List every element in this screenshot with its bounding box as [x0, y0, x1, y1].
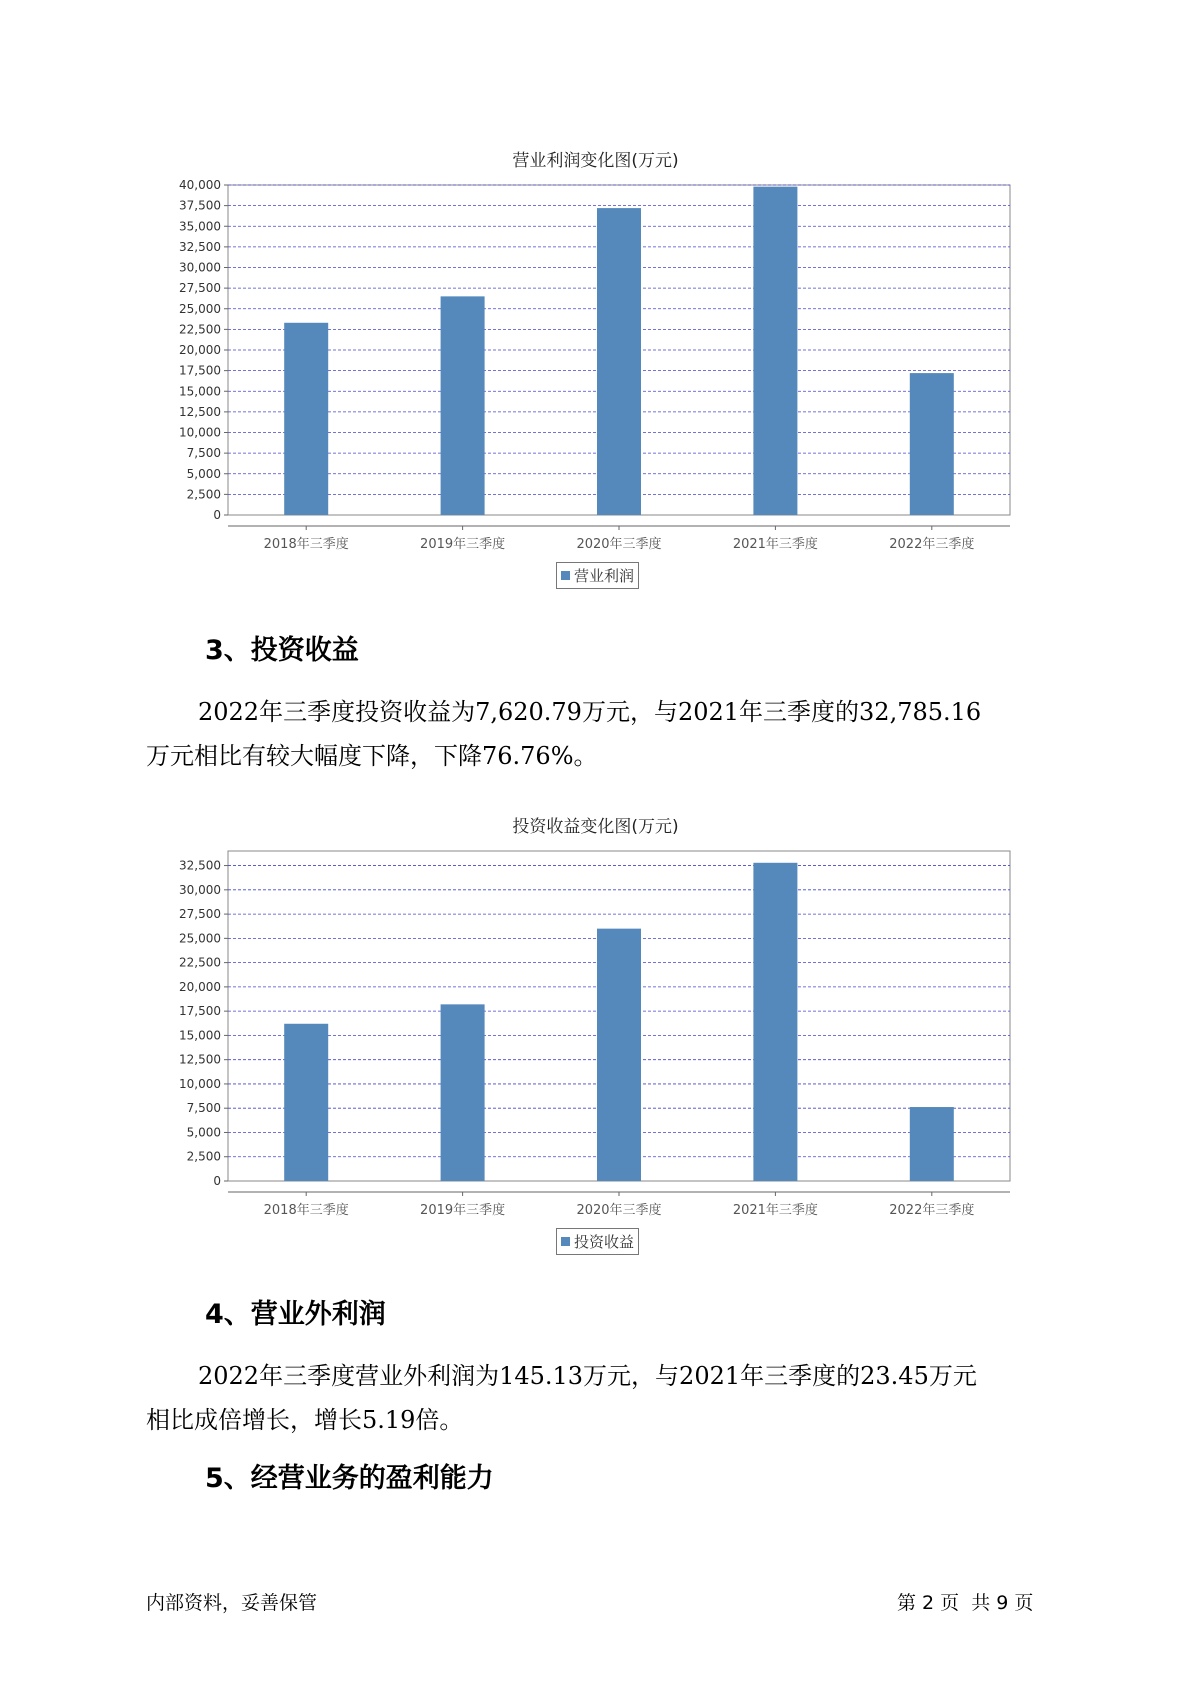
- x-tick-label: 2022年三季度: [889, 1203, 975, 1218]
- section-heading-profitability: 5、经营业务的盈利能力: [205, 1463, 494, 1494]
- section-heading-investment-income: 3、投资收益: [205, 635, 359, 666]
- x-tick-label: 2020年三季度: [576, 1203, 662, 1218]
- bar: [910, 373, 954, 515]
- paragraph-investment-income: [146, 690, 1066, 778]
- chart-plot: [0, 806, 1191, 1266]
- y-tick-label: 7,500: [186, 1101, 221, 1116]
- y-tick-label: 20,000: [179, 979, 221, 994]
- bar: [284, 1024, 328, 1181]
- paragraph-line: 2022年三季度营业外利润为145.13万元，与2021年三季度的23.45万元: [198, 1362, 977, 1390]
- y-tick-label: 27,500: [179, 907, 221, 922]
- x-tick-label: 2021年三季度: [732, 1203, 818, 1218]
- y-tick-label: 0: [213, 1174, 221, 1188]
- legend-swatch: [561, 1237, 570, 1246]
- paragraph-line: 相比成倍增长，增长5.19倍。: [146, 1406, 464, 1434]
- y-tick-label: 2,500: [186, 487, 221, 502]
- bar: [441, 1004, 485, 1181]
- footer-page-number: 第 2 页 共 9 页: [897, 1592, 1034, 1614]
- paragraph-line: 万元相比有较大幅度下降，下降76.76%。: [146, 742, 598, 770]
- footer-left: 内部资料，妥善保管: [146, 1592, 318, 1614]
- legend-swatch: [561, 571, 570, 580]
- investment-income-chart: [0, 806, 1191, 1266]
- x-tick-label: 2021年三季度: [732, 537, 818, 552]
- y-tick-label: 10,000: [179, 425, 221, 440]
- legend-label: 营业利润: [574, 567, 635, 585]
- y-tick-label: 25,000: [179, 931, 221, 946]
- y-tick-label: 5,000: [186, 1125, 221, 1140]
- y-tick-label: 25,000: [179, 301, 221, 316]
- y-tick-label: 22,500: [179, 955, 221, 970]
- bar: [597, 929, 641, 1181]
- x-tick-label: 2019年三季度: [420, 1203, 506, 1218]
- y-tick-label: 30,000: [179, 260, 221, 275]
- operating-profit-chart: [0, 140, 1191, 600]
- x-tick-label: 2018年三季度: [263, 537, 349, 552]
- x-tick-label: 2022年三季度: [889, 537, 975, 552]
- chart-legend: [556, 1228, 639, 1255]
- bar: [597, 208, 641, 515]
- paragraph-non-operating-profit: [146, 1354, 1066, 1442]
- y-tick-label: 40,000: [179, 178, 221, 192]
- x-tick-label: 2018年三季度: [263, 1203, 349, 1218]
- y-tick-label: 12,500: [179, 404, 221, 419]
- paragraph-line: 2022年三季度投资收益为7,620.79万元，与2021年三季度的32,785.16: [198, 698, 982, 726]
- bar: [753, 863, 797, 1181]
- bar: [753, 187, 797, 515]
- y-tick-label: 17,500: [179, 1004, 221, 1019]
- chart-plot: [0, 140, 1191, 600]
- y-tick-label: 17,500: [179, 363, 221, 378]
- section-heading-non-operating-profit: 4、营业外利润: [205, 1299, 386, 1330]
- y-tick-label: 5,000: [186, 466, 221, 481]
- legend-label: 投资收益: [574, 1233, 635, 1251]
- y-tick-label: 22,500: [179, 322, 221, 337]
- bar: [441, 296, 485, 515]
- chart-legend: [556, 562, 639, 589]
- y-tick-label: 12,500: [179, 1052, 221, 1067]
- y-tick-label: 15,000: [179, 384, 221, 399]
- y-tick-label: 35,000: [179, 219, 221, 234]
- y-tick-label: 2,500: [186, 1149, 221, 1164]
- chart-title: 投资收益变化图(万元): [512, 817, 679, 837]
- y-tick-label: 15,000: [179, 1028, 221, 1043]
- bar: [284, 323, 328, 515]
- x-tick-label: 2019年三季度: [420, 537, 506, 552]
- y-tick-label: 37,500: [179, 198, 221, 213]
- y-tick-label: 0: [213, 508, 221, 522]
- y-tick-label: 27,500: [179, 281, 221, 296]
- bar: [910, 1107, 954, 1181]
- y-tick-label: 10,000: [179, 1076, 221, 1091]
- y-tick-label: 7,500: [186, 446, 221, 461]
- y-tick-label: 20,000: [179, 343, 221, 357]
- y-tick-label: 30,000: [179, 882, 221, 897]
- y-tick-label: 32,500: [179, 858, 221, 873]
- x-tick-label: 2020年三季度: [576, 537, 662, 552]
- chart-title: 营业利润变化图(万元): [512, 151, 679, 171]
- y-tick-label: 32,500: [179, 239, 221, 254]
